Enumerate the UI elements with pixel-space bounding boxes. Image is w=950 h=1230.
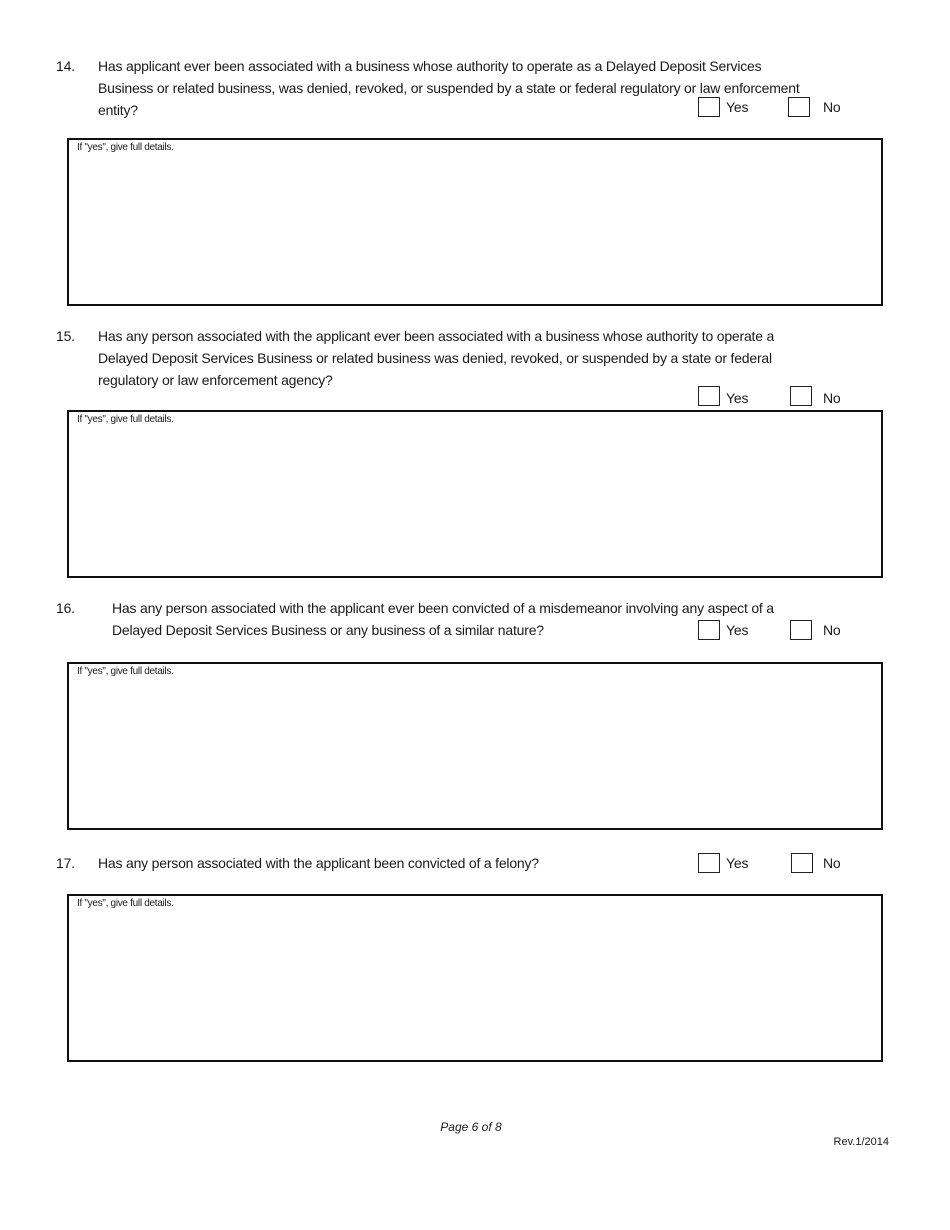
details-hint: If "yes", give full details. <box>77 666 174 677</box>
details-input[interactable] <box>69 678 881 828</box>
no-checkbox[interactable] <box>788 97 810 117</box>
no-label: No <box>823 99 841 115</box>
yes-label: Yes <box>726 855 749 871</box>
question-number: 17. <box>56 855 75 871</box>
question-text <box>112 597 774 641</box>
question-line: Delayed Deposit Services Business or related business was denied, revoked, or suspended by a state or federal <box>98 350 772 366</box>
details-input[interactable] <box>69 426 881 576</box>
question-text <box>98 55 800 121</box>
question-number: 14. <box>56 58 75 74</box>
question-number: 15. <box>56 328 75 344</box>
revision-label: Rev.1/2014 <box>833 1136 889 1148</box>
yes-label: Yes <box>726 99 749 115</box>
no-label: No <box>823 855 841 871</box>
question-number: 16. <box>56 600 75 616</box>
question-line: Business or related business, was denied, revoked, or suspended by a state or federal regulatory or law enforcement <box>98 80 800 96</box>
question-text <box>98 325 774 391</box>
yes-checkbox[interactable] <box>698 853 720 873</box>
details-input[interactable] <box>69 154 881 304</box>
question-text <box>98 852 539 874</box>
question-line: Has any person associated with the applicant ever been associated with a business whose authority to operate a <box>98 328 775 344</box>
details-box <box>67 410 883 578</box>
page-number: Page 6 of 8 <box>440 1120 502 1134</box>
details-hint: If "yes", give full details. <box>77 142 174 153</box>
question-line: Has applicant ever been associated with a business whose authority to operate as a Delayed Deposit Services <box>98 58 762 74</box>
details-hint: If "yes", give full details. <box>77 414 174 425</box>
details-box <box>67 138 883 306</box>
details-hint: If "yes", give full details. <box>77 898 174 909</box>
yes-checkbox[interactable] <box>698 386 720 406</box>
details-box <box>67 662 883 830</box>
question-line: Has any person associated with the applicant been convicted of a felony? <box>98 855 539 871</box>
question-line: entity? <box>98 102 138 118</box>
yes-checkbox[interactable] <box>698 620 720 640</box>
no-checkbox[interactable] <box>790 386 812 406</box>
question-line: Has any person associated with the applicant ever been convicted of a misdemeanor involving any aspect of a <box>112 600 774 616</box>
no-checkbox[interactable] <box>790 620 812 640</box>
details-box <box>67 894 883 1062</box>
yes-checkbox[interactable] <box>698 97 720 117</box>
question-line: regulatory or law enforcement agency? <box>98 372 333 388</box>
no-label: No <box>823 390 841 406</box>
details-input[interactable] <box>69 910 881 1060</box>
no-label: No <box>823 622 841 638</box>
yes-label: Yes <box>726 390 749 406</box>
question-line: Delayed Deposit Services Business or any business of a similar nature? <box>112 622 544 638</box>
yes-label: Yes <box>726 622 749 638</box>
no-checkbox[interactable] <box>791 853 813 873</box>
